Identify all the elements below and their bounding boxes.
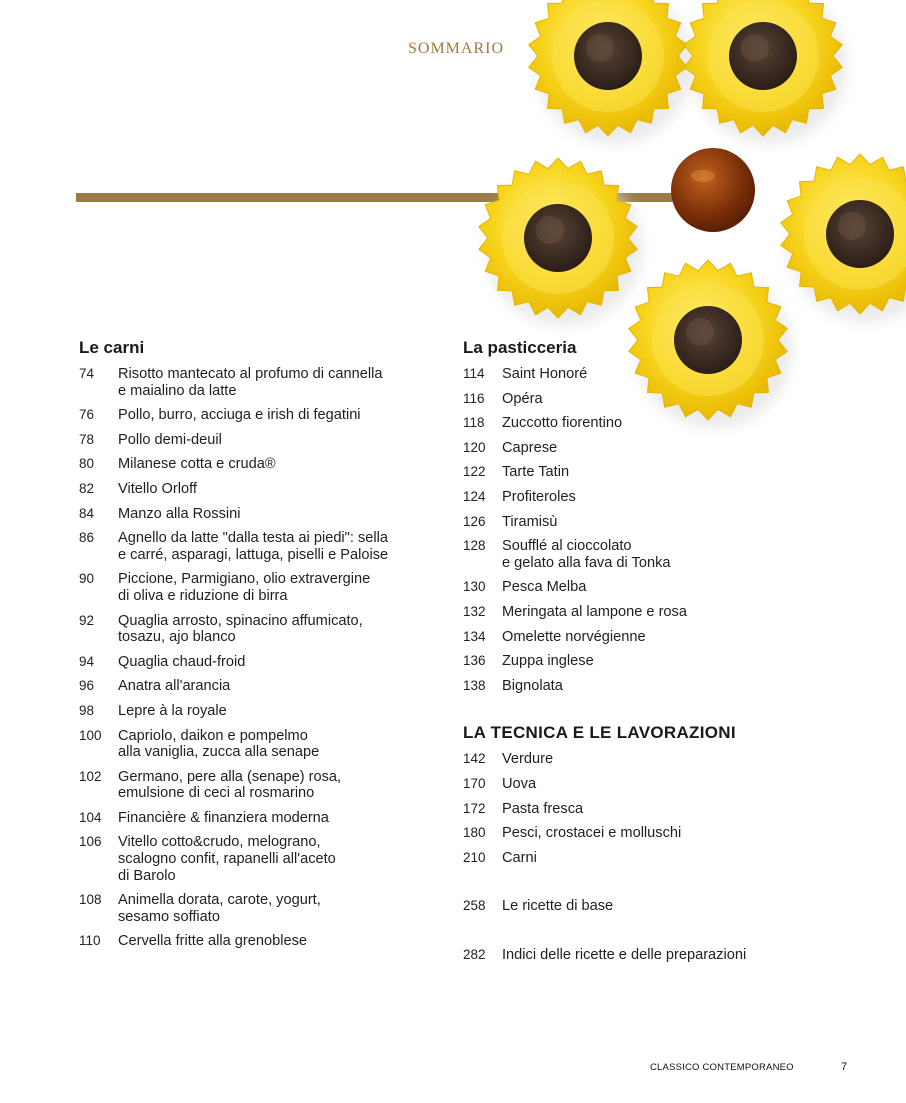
recipe-title: Zuppa inglese (502, 653, 594, 670)
page-number: 7 (841, 1061, 848, 1073)
toc-entry (79, 678, 439, 695)
running-title: CLASSICO CONTEMPORANEO (650, 1062, 794, 1073)
recipe-title: Pesca Melba (502, 579, 587, 596)
page-ref: 102 (79, 768, 102, 784)
section-title: LA TECNICA E LE LAVORAZIONI (463, 723, 736, 743)
page-ref: 170 (463, 775, 486, 791)
recipe-title: Omelette norvégienne (502, 628, 646, 645)
toc-entry (463, 776, 823, 793)
toc-entry (463, 825, 823, 842)
toc-entry (79, 571, 439, 604)
recipe-title: Quaglia chaud-froid (118, 653, 246, 670)
page-ref: 122 (463, 464, 486, 480)
page-ref: 80 (79, 456, 95, 472)
page-ref: 116 (463, 390, 485, 406)
toc-entry (79, 432, 439, 449)
page-ref: 76 (79, 407, 95, 423)
recipe-title: Tarte Tatin (502, 464, 570, 481)
page-ref: 134 (463, 628, 486, 644)
page-ref: 114 (463, 366, 485, 381)
toc-entry (79, 728, 439, 761)
ravioli (781, 154, 906, 314)
recipe-title: Capriolo, daikon e pompelmo alla vaniglia, zucca alla senape (118, 727, 320, 761)
page-ref: 136 (463, 653, 486, 669)
toc-entry (79, 481, 439, 498)
page-ref: 118 (463, 415, 485, 431)
recipe-title: Meringata al lampone e rosa (502, 603, 687, 620)
toc-entry (79, 703, 439, 720)
recipe-title: Bignolata (502, 677, 563, 694)
page-ref: 132 (463, 603, 486, 619)
page-ref: 94 (79, 653, 95, 669)
toc-entry (463, 391, 823, 408)
page-ref: 108 (79, 892, 102, 908)
recipe-title: Quaglia arrosto, spinacino affumicato, tosazu, ajo blanco (118, 612, 363, 646)
recipe-title: Pollo, burro, acciuga e irish di fegatini (118, 407, 361, 424)
toc-entry (463, 464, 823, 481)
toc-entry (463, 440, 823, 457)
page-ref: 180 (463, 825, 486, 841)
page-ref: 120 (463, 439, 486, 455)
toc-entry (79, 933, 439, 950)
page-ref: 104 (79, 809, 102, 825)
toc-entry (463, 579, 823, 596)
toc-entry (79, 810, 439, 827)
toc-entry (463, 898, 823, 915)
toc-entry (463, 629, 823, 646)
toc-entry (463, 850, 823, 867)
recipe-title: Piccione, Parmigiano, olio extravergine di oliva e riduzione di birra (118, 571, 371, 604)
recipe-title: Cervella fritte alla grenoblese (118, 933, 308, 950)
toc-entry (463, 415, 823, 432)
recipe-title: Vitello Orloff (118, 480, 197, 497)
page-ref: 84 (79, 505, 95, 521)
toc-entry (79, 530, 439, 563)
recipe-title: Vitello cotto&crudo, melograno, scalogno confit, rapanelli all'aceto di Barolo (118, 834, 336, 884)
recipe-title: Agnello da latte "dalla testa ai piedi": sella e carré, asparagi, lattuga, piselli e Paloise (118, 530, 389, 563)
page-ref: 124 (463, 488, 486, 504)
toc-entry (463, 604, 823, 621)
recipe-title: Uova (502, 775, 537, 792)
toc-entry (79, 506, 439, 523)
recipe-title: Animella dorata, carote, yogurt, sesamo soffiato (118, 892, 321, 925)
recipe-title: Indici delle ricette e delle preparazioni (502, 946, 747, 963)
toc-entry (79, 769, 439, 802)
page-ref: 82 (79, 480, 95, 496)
recipe-title: Lepre à la royale (118, 702, 227, 719)
recipe-title: Zuccotto fiorentino (502, 415, 623, 432)
toc-entry (463, 514, 823, 531)
recipe-title: Caprese (502, 439, 558, 456)
page-ref: 100 (79, 727, 102, 743)
recipe-title: Milanese cotta e cruda® (118, 456, 276, 473)
page-ref: 86 (79, 530, 95, 546)
page-ref: 138 (463, 677, 486, 693)
page-ref: 74 (79, 366, 95, 381)
toc-entry (79, 834, 439, 884)
recipe-title: Germano, pere alla (senape) rosa, emulsione di ceci al rosmarino (118, 768, 342, 802)
recipe-title: Pollo demi-deuil (118, 431, 222, 448)
recipe-title: Verdure (502, 751, 554, 768)
page-ref: 110 (79, 933, 101, 949)
recipe-title: Risotto mantecato al profumo di cannella e maialino da latte (118, 366, 383, 399)
sauce-drop (671, 148, 755, 232)
page-ref: 78 (79, 431, 95, 447)
page-ref: 210 (463, 849, 486, 865)
toc-entry (463, 538, 823, 571)
recipe-title: Saint Honoré (502, 366, 588, 382)
page-ref: 172 (463, 800, 486, 816)
page-ref: 90 (79, 571, 95, 587)
recipe-title: Pasta fresca (502, 800, 584, 817)
toc-column-right (463, 337, 823, 971)
toc-entry (463, 678, 823, 695)
recipe-title: Anatra all'arancia (118, 678, 231, 695)
toc-entry (79, 407, 439, 424)
recipe-title: Pesci, crostacei e molluschi (502, 825, 682, 842)
page-ref: 282 (463, 946, 486, 962)
section-title: La pasticceria (463, 338, 577, 357)
toc-entry (79, 654, 439, 671)
page-ref: 106 (79, 834, 102, 850)
recipe-title: Carni (502, 849, 537, 866)
recipe-title: Financière & finanziera moderna (118, 809, 329, 826)
page-ref: 258 (463, 898, 486, 914)
recipe-title: Manzo alla Rossini (118, 505, 241, 522)
page-ref: 128 (463, 538, 486, 554)
toc-column-left (79, 337, 439, 958)
recipe-title: Le ricette di base (502, 898, 614, 915)
page-ref: 142 (463, 751, 486, 767)
toc-entry (79, 892, 439, 925)
toc-entry (463, 947, 823, 964)
section-title: Le carni (79, 338, 145, 357)
toc-entry (79, 456, 439, 473)
page-ref: 96 (79, 678, 95, 694)
page-ref: 130 (463, 579, 486, 595)
toc-entry (79, 366, 439, 399)
recipe-title: Tiramisù (502, 513, 558, 530)
toc-entry (463, 366, 823, 383)
toc-entry (463, 653, 823, 670)
toc-entry (79, 613, 439, 646)
toc-entry (463, 751, 823, 768)
recipe-title: Soufflé al cioccolato e gelato alla fava di Tonka (502, 538, 671, 571)
toc-entry (463, 801, 823, 818)
toc-entry (463, 489, 823, 506)
page-ref: 92 (79, 612, 95, 628)
section-heading: SOMMARIO (408, 40, 505, 57)
recipe-title: Profiteroles (502, 488, 576, 505)
page-ref: 126 (463, 513, 486, 529)
recipe-title: Opéra (502, 390, 543, 407)
page-ref: 98 (79, 702, 95, 718)
